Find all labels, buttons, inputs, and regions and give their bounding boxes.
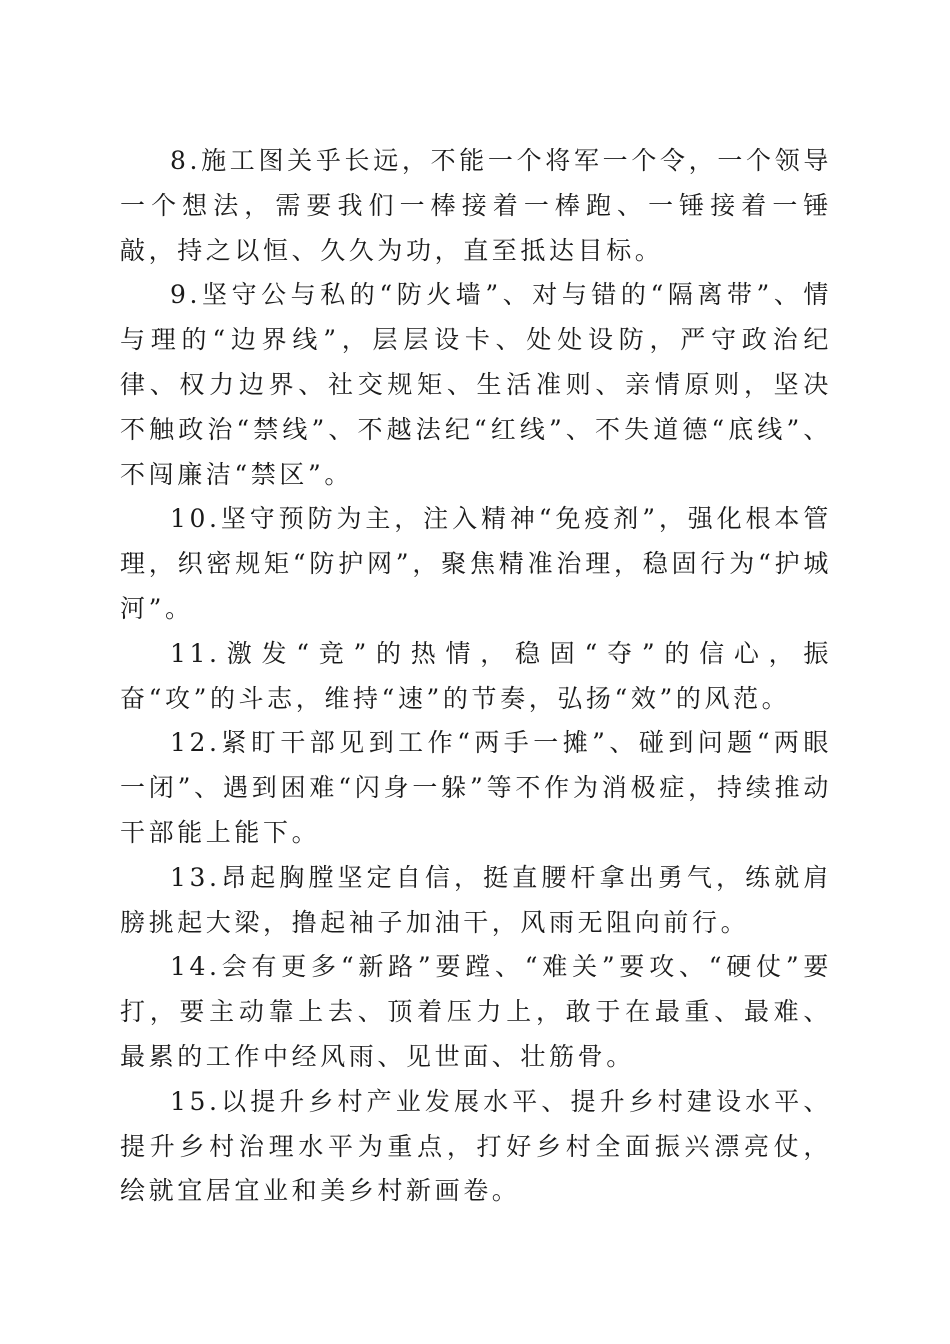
paragraph-12: 12.紧盯干部见到工作“两手一摊”、碰到问题“两眼一闭”、遇到困难“闪身一躲”等不作为消极症，持续推动干部能上能下。 — [120, 728, 832, 847]
paragraph-13: 13.昂起胸膛坚定自信，挺直腰杆拿出勇气，练就肩膀挑起大梁，撸起袖子加油干，风雨无阻向前行。 — [120, 862, 832, 937]
paragraph-14: 14.会有更多“新路”要蹚、“难关”要攻、“硬仗”要打，要主动靠上去、顶着压力上，敢于在最重、最难、最累的工作中经风雨、见世面、壮筋骨。 — [120, 952, 832, 1071]
paragraph-9: 9.坚守公与私的“防火墙”、对与错的“隔离带”、情与理的“边界线”，层层设卡、处处设防，严守政治纪律、权力边界、社交规矩、生活准则、亲情原则，坚决不触政治“禁线”、不越法纪“红线”、不失道德“底线”、不闯廉洁“禁区”。 — [120, 280, 832, 489]
paragraph-15: 15.以提升乡村产业发展水平、提升乡村建设水平、提升乡村治理水平为重点，打好乡村全面振兴漂亮仗，绘就宜居宜业和美乡村新画卷。 — [120, 1086, 832, 1206]
paragraph-8: 8.施工图关乎长远，不能一个将军一个令，一个领导一个想法，需要我们一棒接着一棒跑、一锤接着一锤敲，持之以恒、久久为功，直至抵达目标。 — [120, 146, 832, 265]
document-body — [120, 139, 832, 1214]
paragraph-11: 11.激发“竞”的热情，稳固“夺”的信心，振奋“攻”的斗志，维持“速”的节奏，弘扬“效”的风范。 — [120, 638, 832, 713]
paragraph-10: 10.坚守预防为主，注入精神“免疫剂”，强化根本管理，织密规矩“防护网”，聚焦精准治理，稳固行为“护城河”。 — [120, 504, 832, 623]
